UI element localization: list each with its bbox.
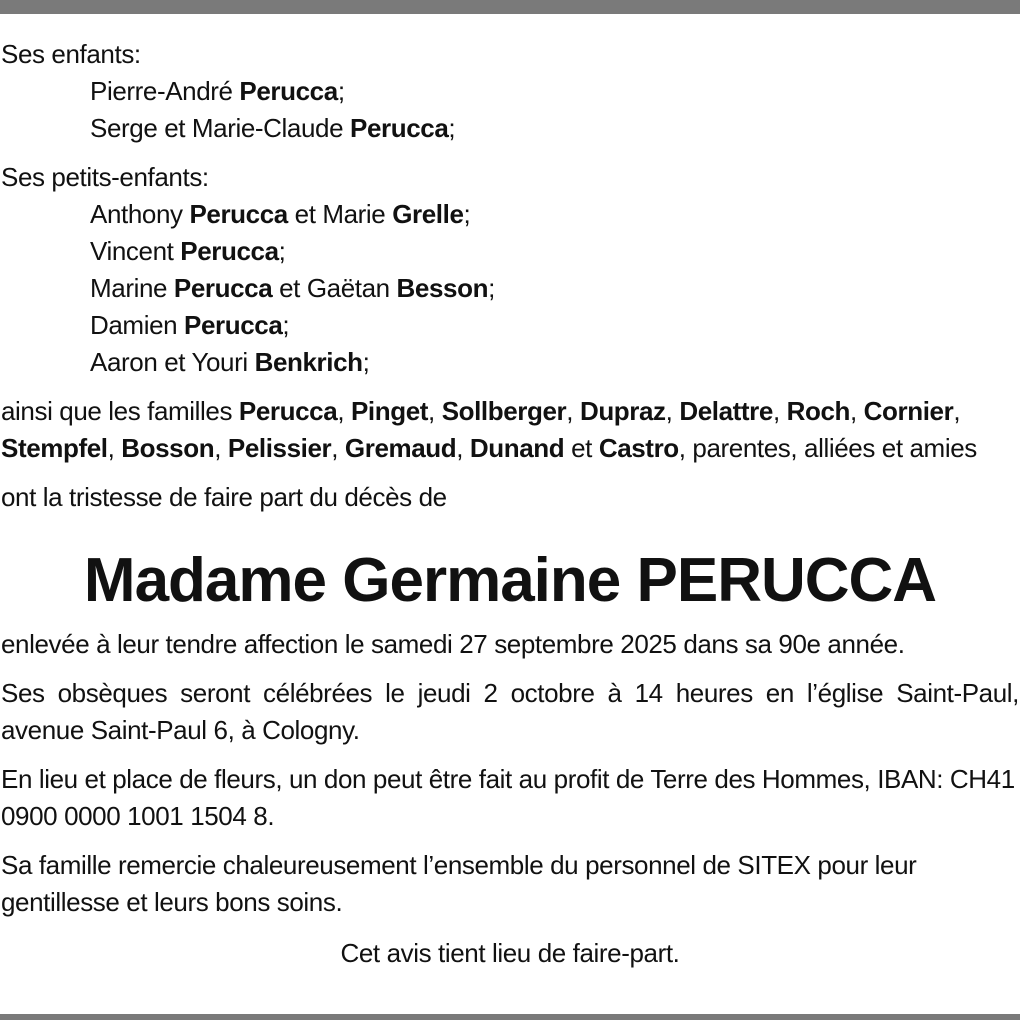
punctuation: ;	[362, 347, 370, 377]
family-name: Sollberger	[441, 396, 567, 426]
funeral-details: Ses obsèques seront célébrées le jeudi 2 octobre à 14 heures en l’église Saint-Paul, avenue Saint-Paul 6, à Cologny.	[1, 678, 1019, 745]
family-name: Stempfel	[1, 433, 108, 463]
list-item	[90, 73, 1019, 110]
given-names: Serge et Marie-Claude	[90, 113, 350, 143]
surname: Perucca	[184, 310, 283, 340]
surname: Perucca	[350, 113, 449, 143]
partner-surname: Grelle	[392, 199, 464, 229]
list-item	[90, 344, 1019, 381]
surname: Perucca	[173, 273, 273, 303]
family-name: Dupraz	[579, 396, 666, 426]
bottom-border-rule	[0, 1014, 1020, 1020]
partner-surname: Besson	[396, 273, 489, 303]
family-name: Castro	[598, 433, 679, 463]
list-item	[90, 270, 1019, 307]
given-names: Vincent	[90, 236, 181, 266]
top-border-rule	[0, 0, 1020, 14]
surname: Perucca	[189, 199, 288, 229]
passing-text: enlevée à leur tendre affection le samedi 27 septembre 2025 dans sa 90e année.	[1, 629, 905, 659]
punctuation: ;	[278, 236, 286, 266]
punctuation: ;	[337, 76, 345, 106]
children-heading: Ses enfants:	[1, 39, 141, 69]
obituary-notice	[1, 36, 1019, 972]
given-names: Marine	[90, 273, 174, 303]
surname: Perucca	[180, 236, 279, 266]
family-name: Dunand	[469, 433, 565, 463]
families-joiner: et	[564, 433, 599, 463]
announcement-text: ont la tristesse de faire part du décès de	[1, 482, 447, 512]
family-name: Delattre	[679, 396, 773, 426]
given-names: Aaron et Youri	[90, 347, 255, 377]
given-names: Damien	[90, 310, 185, 340]
family-name: Bosson	[121, 433, 215, 463]
family-name: Pinget	[350, 396, 429, 426]
thanks-text: Sa famille remercie chaleureusement l’ensemble du personnel de SITEX pour leur gentillesse et leurs bons soins.	[1, 850, 917, 917]
given-names: Pierre-André	[90, 76, 240, 106]
surname: Benkrich	[254, 347, 363, 377]
family-name: Cornier	[863, 396, 954, 426]
list-item	[90, 307, 1019, 344]
families-paragraph: ainsi que les familles Perucca, Pinget, Sollberger, Dupraz, Delattre, Roch, Cornier, Stempfel, Bosson, Pelissier, Gremaud, Dunand et Castro, parentes, alliées et amies	[1, 396, 977, 463]
families-outro: , parentes, alliées et amies	[678, 433, 977, 463]
grandchildren-section	[1, 159, 1019, 381]
punctuation: ;	[463, 199, 471, 229]
children-section	[1, 36, 1019, 147]
partner-given-names: et Gaëtan	[272, 273, 397, 303]
children-list	[1, 73, 1019, 147]
punctuation: ;	[282, 310, 290, 340]
partner-given-names: et Marie	[287, 199, 393, 229]
grandchildren-list	[1, 196, 1019, 381]
family-name: Roch	[786, 396, 850, 426]
families-intro: ainsi que les familles	[1, 396, 239, 426]
given-names: Anthony	[90, 199, 190, 229]
list-item	[90, 196, 1019, 233]
grandchildren-heading: Ses petits-enfants:	[1, 162, 209, 192]
donation-details: En lieu et place de fleurs, un don peut être fait au profit de Terre des Hommes, IBAN: CH41 0900 0000 1001 1504 8.	[1, 764, 1015, 831]
family-name: Pelissier	[227, 433, 332, 463]
deceased-name: Madame Germaine PERUCCA	[83, 546, 937, 615]
closing-note: Cet avis tient lieu de faire-part.	[340, 938, 680, 968]
list-item	[90, 233, 1019, 270]
family-name: Perucca	[238, 396, 338, 426]
family-name: Gremaud	[344, 433, 457, 463]
punctuation: ;	[448, 113, 456, 143]
list-item	[90, 110, 1019, 147]
surname: Perucca	[239, 76, 338, 106]
punctuation: ;	[488, 273, 495, 303]
